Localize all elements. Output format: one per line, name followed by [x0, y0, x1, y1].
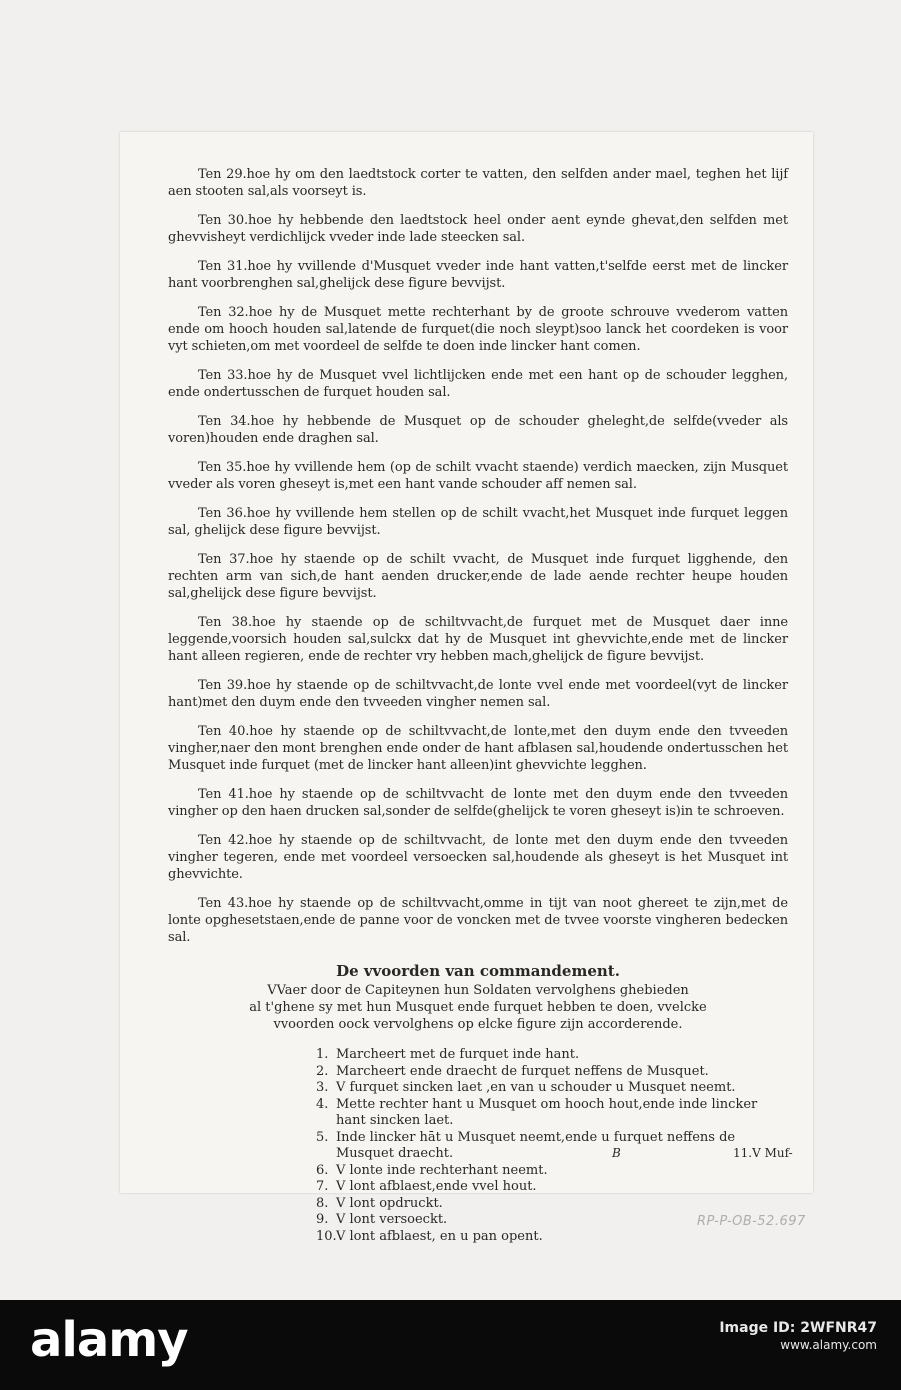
paragraph: Ten 36.hoe hy vvillende hem stellen op de schilt vvacht,het Musquet inde furquet leggen sal, ghelijck dese figure bevvijst. [168, 506, 788, 538]
paragraph: Ten 41.hoe hy staende op de schiltvvacht de lonte met den duym ende den tvveeden vingher op den haen drucken sal,sonder de selfde(ghelijck te voren gheseyt is)in te schroeven. [168, 787, 788, 819]
command-number: 7. [316, 1179, 329, 1194]
command-number: 2. [316, 1063, 329, 1079]
alamy-logo: alamy [30, 1312, 188, 1368]
command-item [316, 1047, 788, 1064]
commands-intro-line: vvoorden oock vervolghens op elcke figure zijn accorderende. [273, 1017, 683, 1032]
paragraph: Ten 31.hoe hy vvillende d'Musquet vveder inde hant vatten,t'selfde eerst met de lincker hant voorbrenghen sal,ghelijck dese figure bevvijst. [168, 259, 788, 291]
paragraph: Ten 38.hoe hy staende op de schiltvvacht,de furquet met de Musquet daer inne leggende,voorsich houden sal,sulckx dat hy de Musquet int ghevvichte,ende met de lincker hant alleen regieren, ende de rechter vry hebben mach,ghelijck de figure bevvijst. [168, 615, 788, 664]
paragraph: Ten 39.hoe hy staende op de schiltvvacht,de lonte vvel ende met voordeel(vyt de lincker hant)met den duym ende den tvveeden vingher nemen sal. [168, 678, 788, 710]
command-text: Mette rechter hant u Musquet om hooch hout,ende inde lincker hant sincken laet. [336, 1096, 758, 1128]
commands-heading: De vvoorden van commandement. [336, 962, 620, 980]
command-number: 5. [316, 1129, 329, 1145]
command-text: V lont opdruckt. [336, 1195, 443, 1211]
command-number: 10. [316, 1228, 337, 1244]
command-text: V lonte inde rechterhant neemt. [336, 1162, 548, 1178]
catchword: 11.V Muf- [733, 1146, 793, 1160]
command-text: Marcheert ende draecht de furquet neffens de Musquet. [336, 1063, 709, 1079]
archive-number: RP-P-OB-52.697 [697, 1214, 806, 1229]
footer-url[interactable]: www.alamy.com [780, 1338, 877, 1352]
command-text: V lont afblaest,ende vvel hout. [336, 1179, 537, 1194]
command-number: 4. [316, 1096, 329, 1112]
paragraph: Ten 32.hoe hy de Musquet mette rechterhant by de groote schrouve vvederom vatten ende om hooch houden sal,latende de furquet(die noch sleypt)soo lanck het coordeken is voor vyt schieten,om met voordeel de selfde te doen inde lincker hant comen. [168, 305, 788, 354]
paragraph: Ten 42.hoe hy staende op de schiltvvacht, de lonte met den duym ende den tvveeden vingher tegeren, ende met voordeel versoecken sal,houdende als gheseyt is het Musquet int ghevvichte. [168, 833, 788, 882]
text-body [168, 166, 788, 1245]
command-item [316, 1163, 788, 1180]
paragraph: Ten 43.hoe hy staende op de schiltvvacht,omme in tijt van noot ghereet te zijn,met de lonte opghesetstaen,ende de panne voor de voncken met de tvvee voorste vingheren bedecken sal. [168, 896, 788, 945]
command-item [316, 1196, 788, 1213]
command-number: 8. [316, 1195, 329, 1211]
paragraph: Ten 40.hoe hy staende op de schiltvvacht,de lonte,met den duym ende den tvveeden vingher,naer den mont brenghen ende onder de hant afblasen sal,houdende ondertusschen het Musquet inde furquet (met de lincker hant alleen)int ghevvichte legghen. [168, 724, 788, 773]
command-number: 1. [316, 1047, 329, 1062]
commands-intro-line: al t'ghene sy met hun Musquet ende furquet hebben te doen, vvelcke [249, 1000, 707, 1015]
command-item [316, 1097, 788, 1130]
command-item [316, 1179, 788, 1196]
footer-info [719, 1320, 877, 1354]
command-item [316, 1229, 788, 1246]
image-id: Image ID: 2WFNR47 [719, 1320, 877, 1336]
command-text: V lont afblaest, en u pan opent. [336, 1228, 543, 1244]
command-number: 6. [316, 1162, 329, 1178]
command-item [316, 1080, 788, 1097]
paragraph: Ten 37.hoe hy staende op de schilt vvacht, de Musquet inde furquet ligghende, den rechten arm van sich,de hant aenden drucker,ende de lade aende rechter heupe houden sal,ghelijck dese figure bevvijst. [168, 552, 788, 601]
signature-mark: B [612, 1146, 621, 1160]
command-text: V lont versoeckt. [336, 1212, 448, 1227]
commands-intro-line: VVaer door de Capiteynen hun Soldaten vervolghens ghebieden [267, 983, 689, 998]
command-item [316, 1064, 788, 1081]
paragraph: Ten 34.hoe hy hebbende de Musquet op de schouder gheleght,de selfde(vveder als voren)houden ende draghen sal. [168, 414, 788, 446]
command-text: Inde lincker hāt u Musquet neemt,ende u furquet neffens de Musquet draecht. [336, 1129, 736, 1161]
command-number: 3. [316, 1080, 329, 1095]
command-text: V furquet sincken laet ,en van u schouder u Musquet neemt. [336, 1080, 736, 1095]
command-item [316, 1130, 788, 1163]
paragraph: Ten 29.hoe hy om den laedtstock corter te vatten, den selfden ander mael, teghen het lijf aen stooten sal,als voorseyt is. [168, 167, 788, 199]
command-number: 9. [316, 1212, 329, 1227]
command-text: Marcheert met de furquet inde hant. [336, 1047, 580, 1062]
stock-footer [0, 1300, 901, 1390]
paragraph: Ten 35.hoe hy vvillende hem (op de schilt vvacht staende) verdich maecken, zijn Musquet vveder als voren gheseyt is,met een hant vande schouder aff nemen sal. [168, 460, 788, 492]
paragraph: Ten 30.hoe hy hebbende den laedtstock heel onder aent eynde ghevat,den selfden met ghevvisheyt verdichlijck vveder inde lade steecken sal. [168, 213, 788, 245]
commands-intro [168, 982, 788, 1033]
paragraph: Ten 33.hoe hy de Musquet vvel lichtlijcken ende met een hant op de schouder legghen, ende ondertusschen de furquet houden sal. [168, 368, 788, 400]
